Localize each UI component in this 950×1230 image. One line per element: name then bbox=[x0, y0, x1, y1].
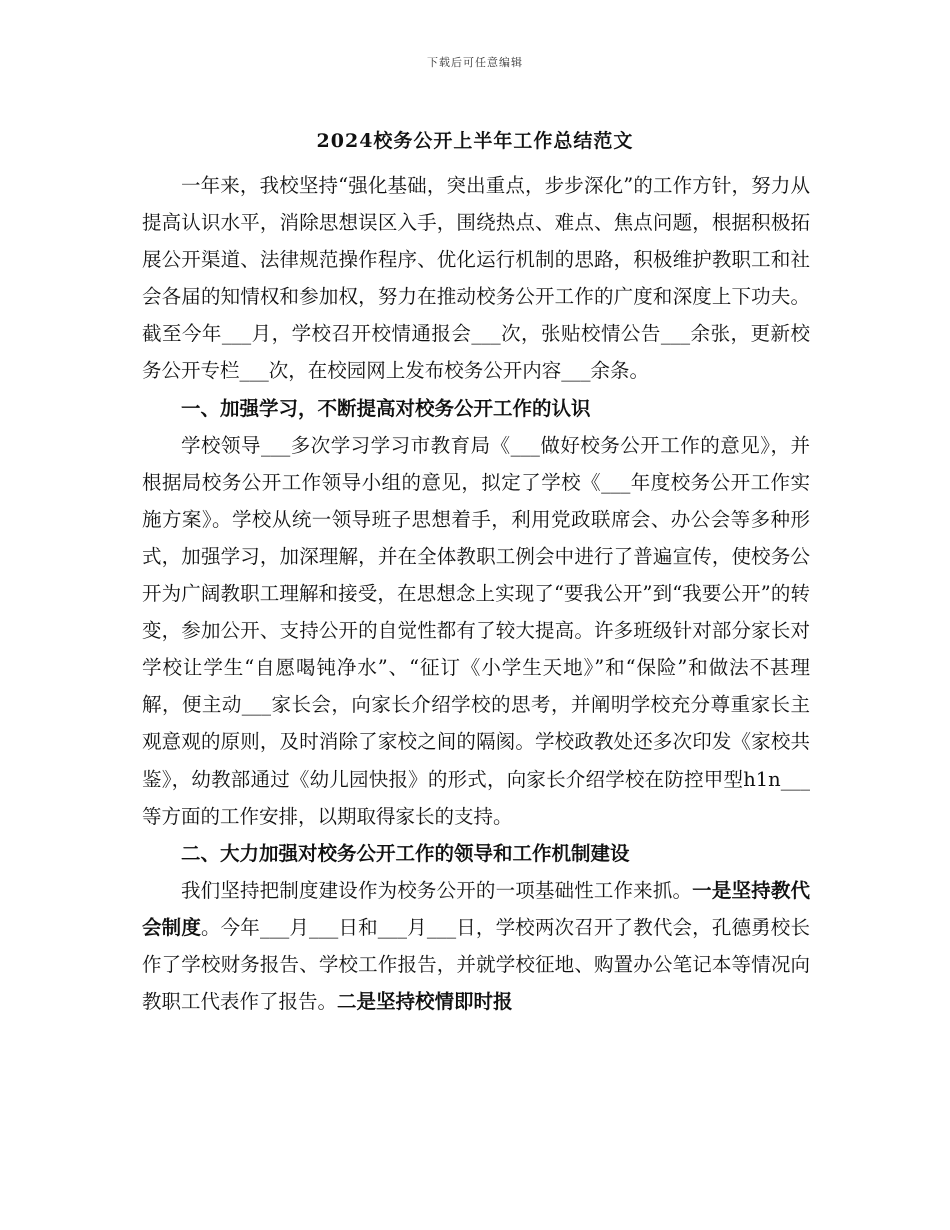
paragraph-intro: 一年来，我校坚持“强化基础，突出重点，步步深化”的工作方针，努力从提高认识水平，消除思想误区入手，围绕热点、难点、焦点问题，根据积极拓展公开渠道、法律规范操作程序、优化运行机制的思路，积极维护教职工和社会各届的知情权和参加权，努力在推动校务公开工作的广度和深度上下功夫。截至今年___月，学校召开校情通报会___次，张贴校情公告___余张，更新校务公开专栏___次，在校园网上发布校务公开内容___余条。 bbox=[142, 174, 810, 383]
document-body bbox=[142, 167, 810, 1020]
section-heading-2: 二、大力加强对校务公开工作的领导和工作机制建设 bbox=[181, 841, 630, 865]
paragraph-section-2-text-b: 。今年___月___日和___月___日，学校两次召开了教代会，孔德勇校长作了学校财务报告、学校工作报告，并就学校征地、购置办公笔记本等情况向教职工代表作了报告。 bbox=[142, 915, 810, 1014]
paragraph-section-1: 学校领导___多次学习学习市教育局《___做好校务公开工作的意见》，并根据局校务公开工作领导小组的意见，拟定了学校《___年度校务公开工作实施方案》。学校从统一领导班子思想着手，利用党政联席会、办公会等多种形式，加强学习，加深理解，并在全体教职工例会中进行了普遍宣传，使校务公开为广阔教职工理解和接受，在思想念上实现了“要我公开”到“我要公开”的转变，参加公开、支持公开的自觉性都有了较大提高。许多班级针对部分家长对学校让学生“自愿喝钝净水”、“征订《小学生天地》”和“保险”和做法不甚理解，便主动___家长会，向家长介绍学校的思考，并阐明学校充分尊重家长主观意观的原则，及时消除了家校之间的隔阂。学校政教处还多次印发《家校共鉴》，幼教部通过《幼儿园快报》的形式，向家长介绍学校在防控甲型h1n___等方面的工作安排，以期取得家长的支持。 bbox=[142, 433, 810, 828]
paragraph-section-2-bold-a: 一是坚持教代会制度 bbox=[142, 878, 810, 939]
document-title: 2024校务公开上半年工作总结范文 bbox=[316, 130, 634, 152]
paragraph-section-2 bbox=[142, 872, 810, 1020]
section-heading-1: 一、加强学习，不断提高对校务公开工作的认识 bbox=[181, 396, 591, 420]
header-note: 下载后可任意编辑 bbox=[427, 56, 523, 69]
paragraph-section-2-bold-b: 二是坚持校情即时报 bbox=[337, 990, 513, 1014]
paragraph-section-2-text-a: 我们坚持把制度建设作为校务公开的一项基础性工作来抓。 bbox=[181, 878, 693, 902]
